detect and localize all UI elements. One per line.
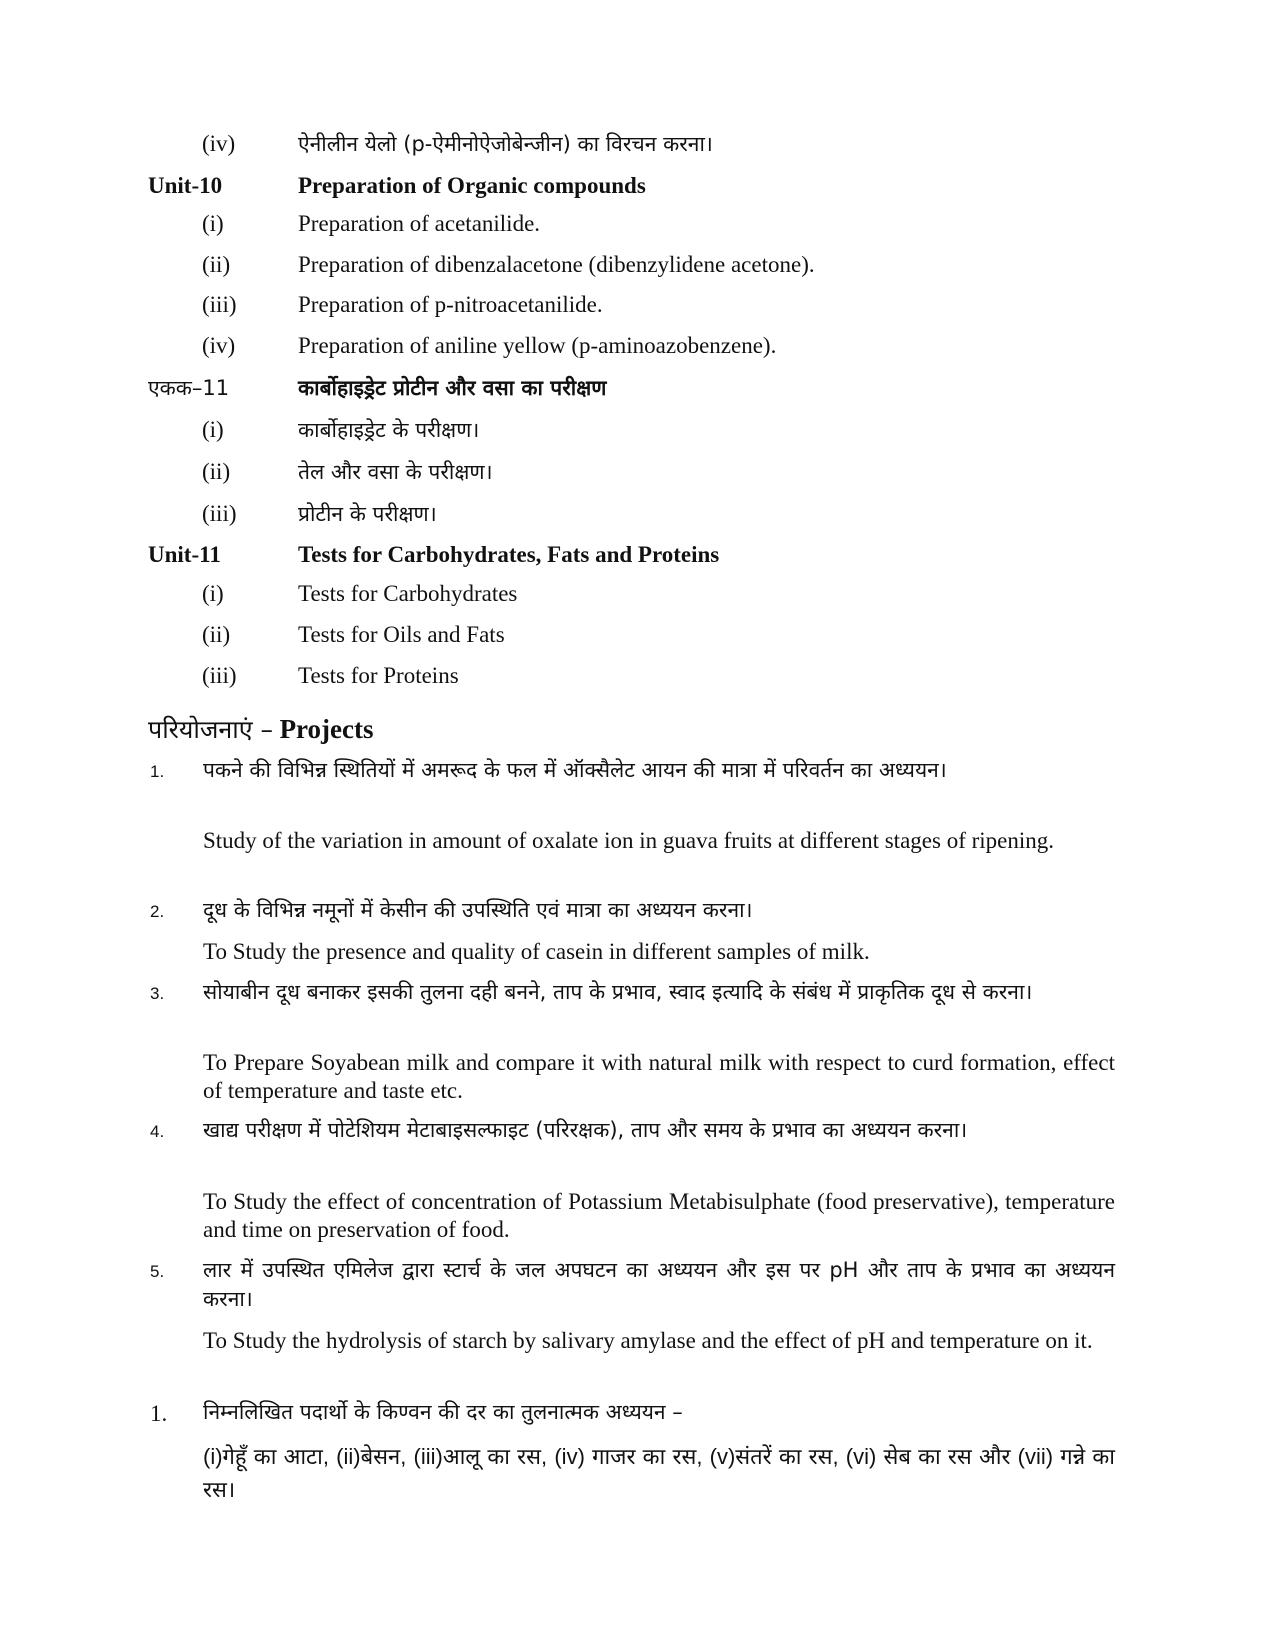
item-number: (i): [202, 417, 224, 442]
item-text: ऐनीलीन येलो (p-ऐमीनोऐजोबेन्जीन) का विरचन करना।: [298, 132, 713, 156]
unit-title: Tests for Carbohydrates, Fats and Proteins: [298, 542, 720, 567]
item-number: (i): [202, 581, 224, 606]
projects-heading: [148, 712, 374, 747]
item-text: तेल और वसा के परीक्षण।: [298, 460, 493, 484]
unit-title: कार्बोहाइड्रेट प्रोटीन और वसा का परीक्षण: [298, 376, 607, 400]
item-number: (iv): [202, 333, 236, 358]
item-number: (ii): [202, 459, 231, 484]
project-english-text: To Study the effect of concentration of Potassium Metabisulphate (food preservative), temperature and time on preservation of food.: [203, 1189, 1115, 1242]
item-text: Preparation of dibenzalacetone (dibenzylidene acetone).: [298, 252, 815, 277]
item-text: Tests for Oils and Fats: [298, 622, 505, 647]
project-hindi-text: लार में उपस्थित एमिलेज द्वारा स्टार्च के जल अपघटन का अध्ययन और इस पर pH और ताप के प्रभाव का अध्ययन करना।: [203, 1258, 1115, 1311]
project-hindi-text: सोयाबीन दूध बनाकर इसकी तुलना दही बनने, ताप के प्रभाव, स्वाद इत्यादि के संबंध में प्राकृतिक दूध से करना।: [203, 980, 1033, 1004]
item-text: प्रोटीन के परीक्षण।: [298, 502, 437, 526]
project-hindi-text: खाद्य परीक्षण में पोटेशियम मेटाबाइसल्फाइट (परिरक्षक), ताप और समय के प्रभाव का अध्ययन करना।: [203, 1118, 968, 1142]
unit-title: Preparation of Organic compounds: [298, 173, 646, 198]
item-number: (iii): [202, 501, 237, 526]
item-number: (ii): [202, 622, 231, 647]
project-number: 3.: [150, 984, 165, 1003]
item-number: (iv): [202, 131, 236, 156]
item-text: Tests for Carbohydrates: [298, 581, 518, 606]
project-number: 4.: [150, 1122, 165, 1141]
item-text: Preparation of aniline yellow (p-aminoazobenzene).: [298, 333, 777, 358]
item-number: (iii): [202, 663, 237, 688]
project-hindi-text: दूध के विभिन्न नमूनों में केसीन की उपस्थिति एवं मात्रा का अध्ययन करना।: [203, 898, 753, 922]
project-number: 2.: [150, 902, 165, 921]
projects-heading-english: Projects: [279, 714, 374, 744]
item-number: (i): [202, 211, 224, 236]
item-text: Preparation of acetanilide.: [298, 211, 541, 236]
project-number: 5.: [150, 1262, 165, 1281]
project-hindi-text: पकने की विभिन्न स्थितियों में अमरूद के फल में ऑक्सैलेट आयन की मात्रा में परिवर्तन का अध्ययन।: [203, 758, 947, 782]
project-substances-list: (i)गेहूँ का आटा, (ii)बेसन, (iii)आलू का रस, (iv) गाजर का रस, (v)संतरें का रस, (vi) सेब का रस और (vii) गन्ने का रस।: [203, 1444, 1115, 1502]
item-text: Tests for Proteins: [298, 663, 459, 688]
item-text: कार्बोहाइड्रेट के परीक्षण।: [298, 418, 480, 442]
project-english-text: To Prepare Soyabean milk and compare it with natural milk with respect to curd formation, effect of temperature and taste etc.: [203, 1050, 1115, 1103]
project-english-text: To Study the presence and quality of casein in different samples of milk.: [203, 939, 870, 964]
item-text: Preparation of p-nitroacetanilide.: [298, 292, 603, 317]
project-number: 1.: [150, 762, 165, 781]
item-number: (iii): [202, 292, 237, 317]
unit-label: एकक–11: [148, 376, 230, 400]
project-number: 1.: [150, 1401, 168, 1426]
project-hindi-text: निम्नलिखित पदार्थो के किण्वन की दर का तुलनात्मक अध्ययन –: [203, 1400, 683, 1424]
unit-label: Unit-10: [148, 173, 223, 198]
project-english-text: To Study the hydrolysis of starch by salivary amylase and the effect of pH and temperature on it.: [203, 1328, 1093, 1353]
projects-heading-hindi: परियोजनाएं –: [148, 715, 274, 744]
project-english-text: Study of the variation in amount of oxalate ion in guava fruits at different stages of ripening.: [203, 828, 1054, 853]
unit-label: Unit-11: [148, 542, 221, 567]
item-number: (ii): [202, 252, 231, 277]
